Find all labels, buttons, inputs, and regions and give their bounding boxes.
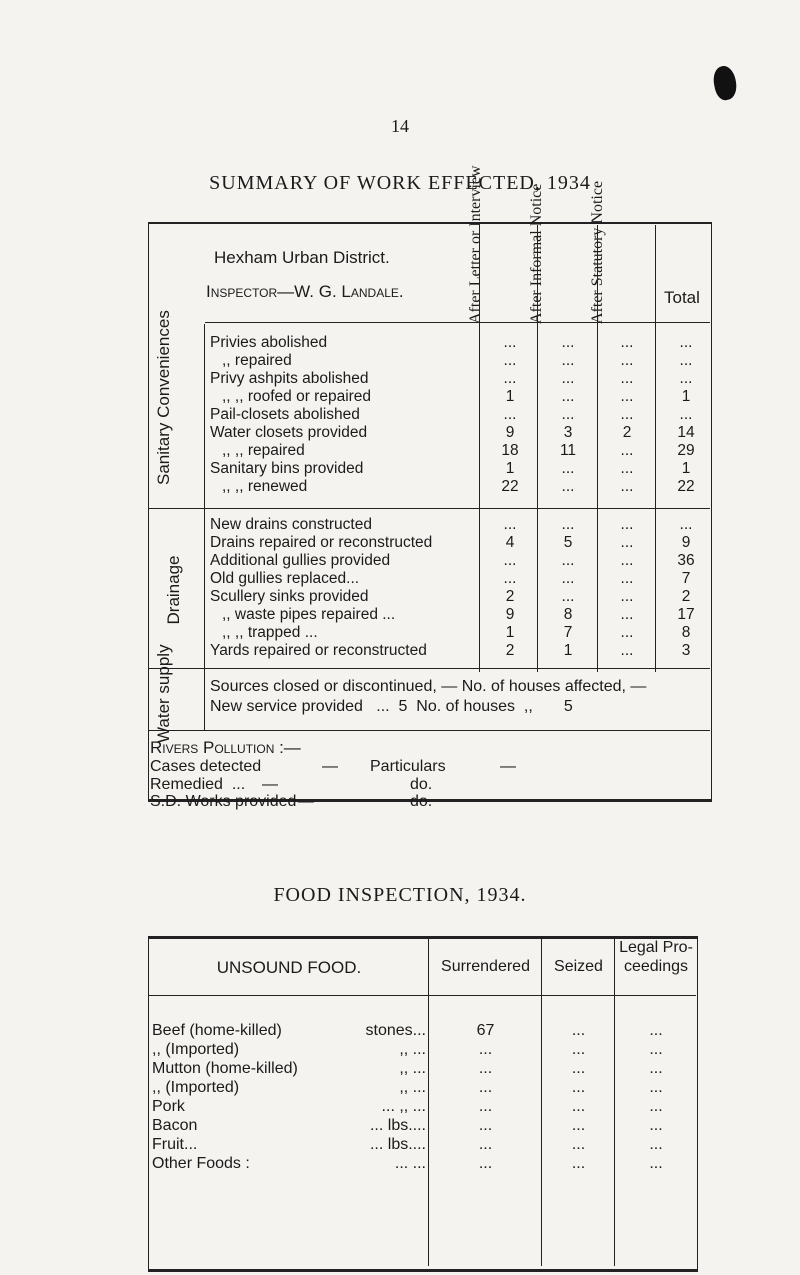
table-cell: 8 [563,606,573,623]
food-cell: ... [478,1041,493,1058]
water-line-1: Sources closed or discontinued, — No. of houses affected, — [210,678,647,695]
food-cell: ... [571,1060,586,1077]
food-row-label: Pork [152,1098,185,1115]
table-cell: ... [679,334,693,351]
table-cell: ... [620,406,634,423]
row-label: Old gullies replaced... [210,570,360,587]
table-cell: 9 [681,534,691,551]
table-cell: 5 [563,534,573,551]
row-label: ,, waste pipes repaired ... [222,606,396,623]
table-cell: 14 [677,424,695,441]
col-header-total: Total [664,288,700,307]
row-label: Privies abolished [210,334,328,351]
food-cell: ... [571,1041,586,1058]
table-cell: 9 [505,606,515,623]
header-rule [205,322,710,323]
table-cell: 1 [681,460,691,477]
food-cell: ... [478,1098,493,1115]
section-label-sanitary: Sanitary Conveniences [154,310,173,485]
food-cell: ... [478,1079,493,1096]
section-rule-3 [148,730,710,731]
row-label: Privy ashpits abolished [210,370,369,387]
table-cell: ... [620,388,634,405]
table-cell: 9 [505,424,515,441]
table-cell: ... [679,406,693,423]
food-cell: ... [571,1117,586,1134]
table-cell: 7 [563,624,573,641]
food-col-header-surrendered: Surrendered [441,958,530,975]
table-cell: 7 [681,570,691,587]
food-cell: ... [649,1060,663,1077]
table-cell: 17 [677,606,695,623]
food-cell: ... [571,1022,586,1039]
food-cell: ... [649,1079,663,1096]
table-cell: ... [620,442,634,459]
section-rule-2 [148,668,710,669]
row-label: ,, ,, trapped ... [222,624,318,641]
table-cell: ... [561,388,575,405]
table-cell: ... [620,460,634,477]
table-cell: ... [620,370,634,387]
food-row-unit: ... lbs.... [369,1117,426,1134]
table-cell: ... [503,406,517,423]
table-cell: ... [503,516,517,533]
table-cell: ... [620,534,634,551]
table-cell: ... [561,370,575,387]
rivers-line-right: Particulars [370,758,446,775]
table-cell: 18 [501,442,519,459]
rivers-line-rdash: — [500,758,516,775]
table-cell: 2 [505,588,515,605]
table-cell: ... [620,552,634,569]
table-cell: ... [620,516,634,533]
food-cell: ... [478,1117,493,1134]
row-label: Scullery sinks provided [210,588,369,605]
table-cell: ... [503,352,517,369]
row-label: Additional gullies provided [210,552,391,569]
food-title: FOOD INSPECTION, 1934. [273,884,527,906]
table-cell: ... [503,334,517,351]
food-row-unit: ,, ... [399,1041,426,1058]
col-sep-3 [597,225,598,672]
table-cell: ... [620,570,634,587]
food-cell: ... [571,1079,586,1096]
food-row-label: Beef (home-killed) [152,1022,282,1039]
col-header-statutory: After Statutory Notice [589,180,606,324]
food-col-header-legal: Legal Pro-ceedings [619,939,693,975]
table-cell: 29 [677,442,695,459]
rivers-line-dash: — [322,758,338,775]
food-cell: ... [649,1041,663,1058]
col-header-letter: After Letter or Interview [467,165,484,324]
table-cell: 3 [563,424,573,441]
table-cell: ... [503,552,517,569]
table-cell: ... [561,478,575,495]
rivers-line-dash: — [262,776,278,793]
section-rule-1 [148,508,710,509]
food-col-header-seized: Seized [554,958,603,975]
table-cell: ... [561,588,575,605]
col-sep-4 [655,225,656,672]
page-number: 14 [391,116,409,136]
section-sep [204,324,205,730]
table-cell: 8 [681,624,691,641]
food-row-label: Mutton (home-killed) [152,1060,298,1077]
water-line-2: New service provided ... 5 No. of houses ,, 5 [210,698,573,715]
food-row-label: Fruit... [152,1136,198,1153]
food-row-label: ,, (Imported) [152,1079,240,1096]
table-cell: ... [620,352,634,369]
food-cell: ... [571,1155,586,1172]
rivers-line-label: Cases detected [150,758,262,775]
rivers-line-label: S.D. Works provided [150,793,297,810]
row-label: Sanitary bins provided [210,460,364,477]
food-row-unit: ... ,, ... [381,1098,426,1115]
food-row-unit: ,, ... [399,1079,426,1096]
rivers-line-dash: — [298,793,314,810]
section-label-water: Water supply [154,644,173,743]
food-col-sep-1 [428,938,429,1266]
table-cell: ... [620,606,634,623]
table-cell: ... [620,478,634,495]
table-cell: ... [561,406,575,423]
table-cell: ... [620,588,634,605]
food-row-label: Bacon [152,1117,198,1134]
table-cell: ... [679,352,693,369]
table-cell: ... [620,642,634,659]
food-row-label: ,, (Imported) [152,1041,240,1058]
ink-blot [711,64,740,102]
table-cell: 3 [681,642,691,659]
food-row-unit: stones... [365,1022,426,1039]
row-label: Pail-closets abolished [210,406,360,423]
table-cell: 2 [622,424,632,441]
table-cell: ... [620,334,634,351]
table-cell: 36 [677,552,695,569]
table-cell: ... [679,370,693,387]
food-row-unit: ... lbs.... [369,1136,426,1153]
table-cell: 1 [505,388,515,405]
table-cell: ... [561,552,575,569]
table-cell: ... [503,370,517,387]
food-cell: 67 [476,1022,495,1039]
table-cell: 1 [563,642,573,659]
table-cell: ... [620,624,634,641]
food-cell: ... [571,1136,586,1153]
table-cell: 2 [681,588,691,605]
row-label: ,, ,, roofed or repaired [222,388,372,405]
food-cell: ... [649,1117,663,1134]
inspector-name: Inspector—W. G. Landale. [206,282,404,301]
food-row-label: Other Foods : [152,1155,250,1172]
food-cell: ... [478,1060,493,1077]
row-label: New drains constructed [210,516,372,533]
col-header-informal: After Informal Notice [528,183,545,324]
food-cell: ... [571,1098,586,1115]
food-col-header-unsound: UNSOUND FOOD. [216,958,362,977]
rivers-line-right: do. [410,776,433,793]
food-col-sep-2 [541,938,542,1266]
table-cell: 22 [677,478,695,495]
table-cell: 22 [501,478,519,495]
table-cell: ... [561,460,575,477]
rivers-line-label: Remedied ... [150,776,246,793]
food-col-sep-3 [614,938,615,1266]
row-label: ,, repaired [222,352,292,369]
table-cell: ... [503,570,517,587]
food-cell: ... [649,1155,663,1172]
table-cell: ... [561,334,575,351]
district-name: Hexham Urban District. [214,248,390,267]
rivers-line-right: do. [410,793,433,810]
food-row-unit: ... ... [394,1155,426,1172]
table-cell: 2 [505,642,515,659]
row-label: Water closets provided [210,424,368,441]
food-row-unit: ,, ... [399,1060,426,1077]
table-cell: 1 [505,460,515,477]
food-cell: ... [649,1136,663,1153]
summary-title: SUMMARY OF WORK EFFECTED, 1934 [209,172,591,194]
table-cell: 4 [505,534,515,551]
food-cell: ... [478,1136,493,1153]
rivers-heading: Rivers Pollution :— [150,738,301,757]
row-label: Drains repaired or reconstructed [210,534,433,551]
table-cell: 1 [681,388,691,405]
section-label-drainage: Drainage [164,555,183,625]
food-cell: ... [478,1155,493,1172]
table-cell: ... [561,570,575,587]
table-cell: 11 [559,442,577,459]
food-cell: ... [649,1022,663,1039]
table-cell: ... [561,352,575,369]
table-cell: ... [679,516,693,533]
food-cell: ... [649,1098,663,1115]
col-sep-1 [479,225,480,672]
row-label: ,, ,, renewed [222,478,308,495]
row-label: ,, ,, repaired [222,442,305,459]
table-cell: ... [561,516,575,533]
row-label: Yards repaired or reconstructed [210,642,427,659]
table-cell: 1 [505,624,515,641]
